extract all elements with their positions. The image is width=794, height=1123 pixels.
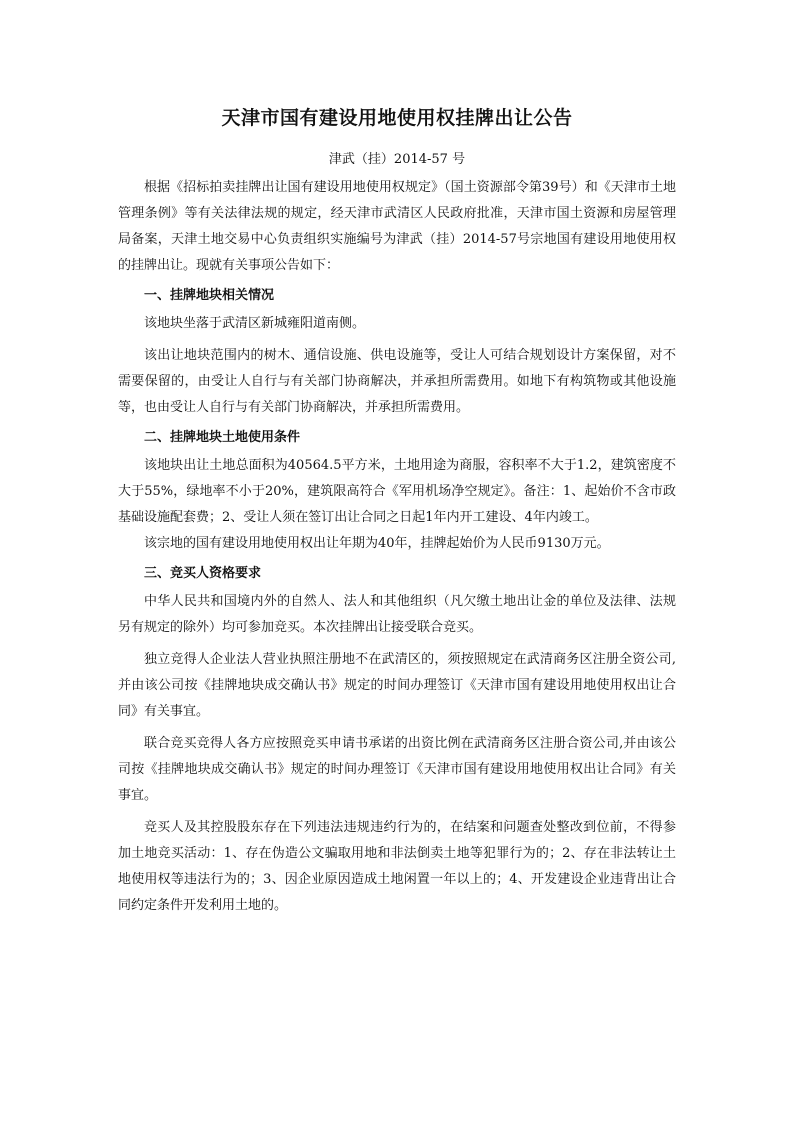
section-1-paragraph-facilities: 该出让地块范围内的树木、通信设施、供电设施等，受让人可结合规划设计方案保留，对不需要保留的，由受让人自行与有关部门协商解决，并承担所需费用。如地下有构筑物或其他设施等，也由受让人自行与有关部门协商解决，并承担所需费用。 [118,348,676,415]
section-1-paragraph-location: 该地块坐落于武清区新城雍阳道南侧。 [144,316,366,331]
section-2-paragraph-price: 该宗地的国有建设用地使用权出让年期为40年，挂牌起始价为人民币9130万元。 [144,536,610,551]
section-1-heading: 一、挂牌地块相关情况 [144,288,275,303]
section-3-paragraph-joint-bidder: 联合竞买竞得人各方应按照竞买申请书承诺的出资比例在武清商务区注册合资公司,并由该公司按《挂牌地块成交确认书》规定的时间办理签订《天津市国有建设用地使用权出让合同》有关事宜。 [118,736,676,803]
section-3-heading: 三、竞买人资格要求 [144,566,262,581]
intro-paragraph: 根据《招标拍卖挂牌出让国有建设用地使用权规定》（国土资源部令第39号）和《天津市土地管理条例》等有关法律法规的规定，经天津市武清区人民政府批准，天津市国土资源和房屋管理局备案，天津土地交易中心负责组织实施编号为津武（挂）2014-57号宗地国有建设用地使用权的挂牌出让。现就有关事项公告如下： [118,180,676,273]
section-3-paragraph-violations: 竞买人及其控股股东存在下列违法违规违约行为的，在结案和问题查处整改到位前，不得参加土地竞买活动：1、存在伪造公文骗取用地和非法倒卖土地等犯罪行为的；2、存在非法转让土地使用权等违法行为的；3、因企业原因造成土地闲置一年以上的；4、开发建设企业违背出让合同约定条件开发利用土地的。 [118,820,676,913]
section-2-heading: 二、挂牌地块土地使用条件 [144,430,301,445]
document-number: 津武（挂）2014-57 号 [328,152,466,167]
page-title: 天津市国有建设用地使用权挂牌出让公告 [221,107,573,129]
section-3-paragraph-eligibility: 中华人民共和国境内外的自然人、法人和其他组织（凡欠缴土地出让金的单位及法律、法规另有规定的除外）均可参加竞买。本次挂牌出让接受联合竞买。 [118,594,676,635]
section-3-paragraph-independent-bidder: 独立竞得人企业法人营业执照注册地不在武清区的，须按照规定在武清商务区注册全资公司,并由该公司按《挂牌地块成交确认书》规定的时间办理签订《天津市国有建设用地使用权出让合同》有关事宜。 [118,652,676,719]
section-2-paragraph-conditions: 该地块出让土地总面积为40564.5平方米，土地用途为商服，容积率不大于1.2，建筑密度不大于55%，绿地率不小于20%，建筑限高符合《军用机场净空规定》。备注：1、起始价不含市政基础设施配套费；2、受让人须在签订出让合同之日起1年内开工建设、4年内竣工。 [118,458,676,525]
